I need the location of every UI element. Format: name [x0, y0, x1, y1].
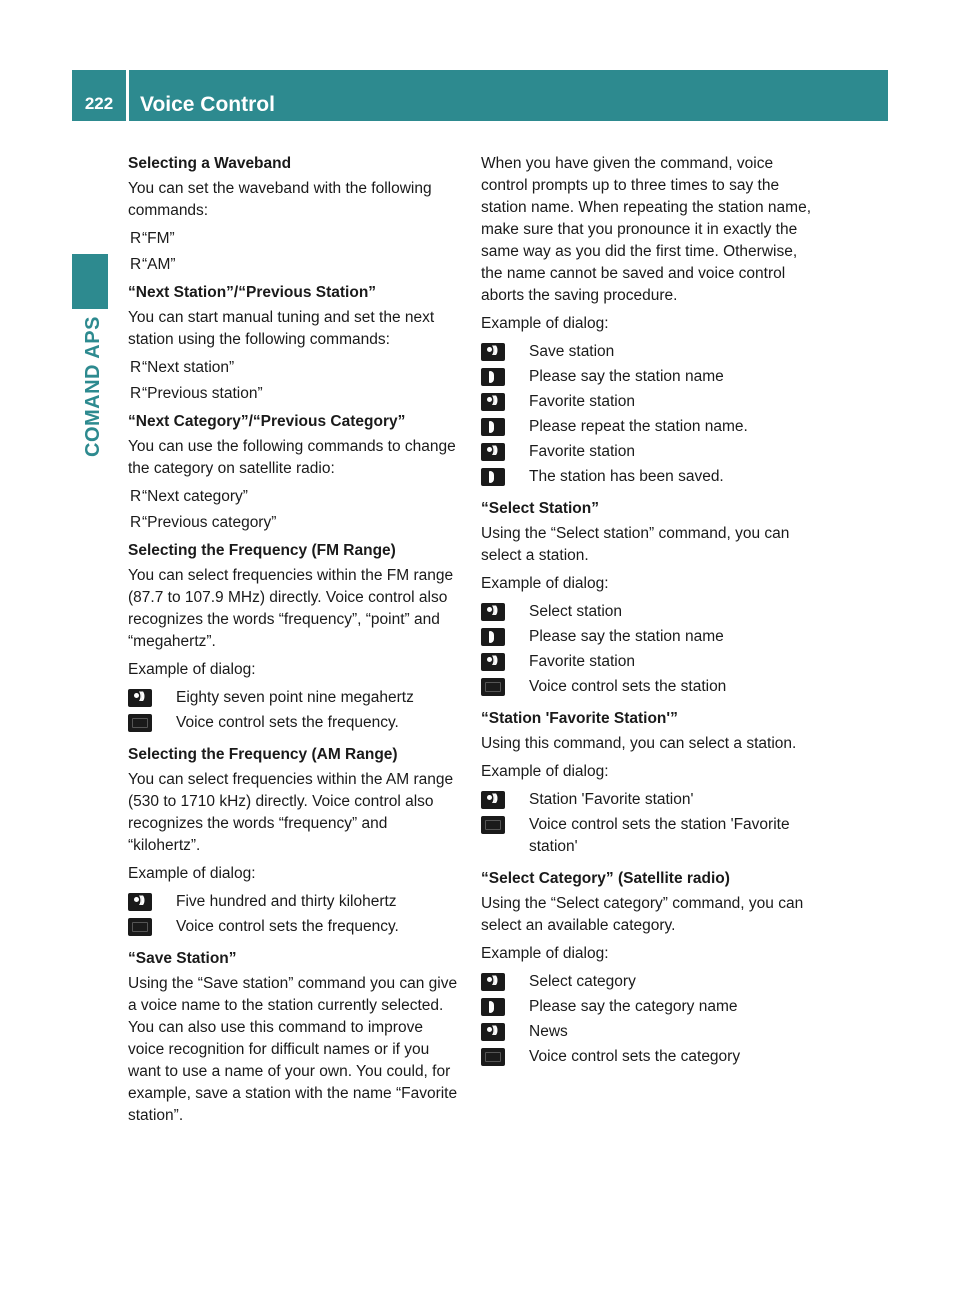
- dialog-example: [128, 891, 462, 938]
- dialog-row: ))) Eighty seven point nine megahertz: [128, 687, 462, 709]
- dialog-example: [128, 687, 462, 734]
- side-tab-marker: [72, 254, 108, 309]
- dialog-row: ))) Five hundred and thirty kilohertz: [128, 891, 462, 913]
- command-list: [128, 486, 462, 534]
- speak-icon: [481, 443, 505, 461]
- display-icon: [481, 678, 505, 696]
- speak-icon: [481, 343, 505, 361]
- paragraph: Using the “Save station” command you can give a voice name to the station currently selected. You can also use this command to improve voice recognition for difficult names or if you want to use a name of your own. You could, for example, save a station with the name “Favorite station”.: [128, 975, 458, 1124]
- list-item: R “Next category”: [128, 486, 462, 508]
- section-title: “Station 'Favorite Station'”: [481, 710, 678, 727]
- dialog-example: [481, 971, 817, 1068]
- speak-icon: [128, 893, 152, 911]
- paragraph: You can set the waveband with the following commands:: [128, 180, 432, 219]
- display-icon: [481, 1048, 505, 1066]
- example-label: Example of dialog:: [481, 763, 609, 780]
- dialog-row: Please repeat the station name.: [481, 416, 817, 438]
- bullet: R: [130, 514, 142, 531]
- paragraph: When you have given the command, voice control prompts up to three times to say the station name. When repeating the station name, make sure that you pronounce it in exactly the same way as you did the first time. Otherwise, the name cannot be saved and voice control aborts the saving procedure.: [481, 155, 812, 304]
- example-label: Example of dialog:: [481, 575, 609, 592]
- dialog-row: The station has been saved.: [481, 466, 817, 488]
- paragraph: You can start manual tuning and set the next station using the following commands:: [128, 309, 435, 348]
- example-label: Example of dialog:: [128, 865, 256, 882]
- example-label: Example of dialog:: [481, 315, 609, 332]
- example-label: Example of dialog:: [128, 661, 256, 678]
- speak-icon: [128, 689, 152, 707]
- section-title: Selecting a Waveband: [128, 155, 292, 172]
- dialog-row: Please say the station name: [481, 366, 817, 388]
- dialog-row: ))) Favorite station: [481, 441, 817, 463]
- paragraph: You can select frequencies within the FM range (87.7 to 107.9 MHz) directly. Voice control also recognizes the words “frequency”, “point” and “megahertz”.: [128, 567, 454, 650]
- left-column: [128, 153, 462, 1133]
- section-title: “Next Station”/“Previous Station”: [128, 284, 377, 301]
- list-item: R “Next station”: [128, 357, 462, 379]
- right-column: [481, 153, 817, 1078]
- speak-icon: [481, 791, 505, 809]
- dialog-example: [481, 789, 817, 858]
- bullet: R: [130, 230, 142, 247]
- dialog-row: ))) Select category: [481, 971, 817, 993]
- chapter-title: Voice Control: [140, 93, 275, 116]
- paragraph: Using the “Select category” command, you can select an available category.: [481, 895, 804, 934]
- display-icon: [128, 714, 152, 732]
- section-title: “Select Category” (Satellite radio): [481, 870, 730, 887]
- example-label: Example of dialog:: [481, 945, 609, 962]
- dialog-row: ))) Favorite station: [481, 651, 817, 673]
- list-item: R “Previous category”: [128, 512, 462, 534]
- dialog-row: Voice control sets the station: [481, 676, 817, 698]
- dialog-row: Voice control sets the frequency.: [128, 916, 462, 938]
- speak-icon: [481, 653, 505, 671]
- dialog-example: [481, 601, 817, 698]
- display-icon: [128, 918, 152, 936]
- dialog-row: ))) Favorite station: [481, 391, 817, 413]
- dialog-row: ))) News: [481, 1021, 817, 1043]
- section-title: “Save Station”: [128, 950, 237, 967]
- bullet: R: [130, 385, 142, 402]
- list-item: R “AM”: [128, 254, 462, 276]
- paragraph: You can select frequencies within the AM range (530 to 1710 kHz) directly. Voice control also recognizes the words “frequency” and “kilohertz”.: [128, 771, 454, 854]
- voice-output-icon: [481, 628, 505, 646]
- command-list: [128, 357, 462, 405]
- paragraph: Using this command, you can select a station.: [481, 735, 797, 752]
- speak-icon: [481, 973, 505, 991]
- side-tab-label: COMAND APS: [82, 316, 104, 457]
- bullet: R: [130, 488, 142, 505]
- section-title: “Next Category”/“Previous Category”: [128, 413, 406, 430]
- dialog-example: [481, 341, 817, 488]
- page-number: 222: [84, 94, 114, 113]
- speak-icon: [481, 603, 505, 621]
- voice-output-icon: [481, 468, 505, 486]
- list-item: R “Previous station”: [128, 383, 462, 405]
- bullet: R: [130, 359, 142, 376]
- dialog-row: Please say the category name: [481, 996, 817, 1018]
- voice-output-icon: [481, 998, 505, 1016]
- display-icon: [481, 816, 505, 834]
- header-divider: [126, 70, 129, 121]
- dialog-row: Voice control sets the station 'Favorite station': [481, 814, 817, 858]
- paragraph: Using the “Select station” command, you can select a station.: [481, 525, 790, 564]
- speak-icon: [481, 393, 505, 411]
- dialog-row: Voice control sets the frequency.: [128, 712, 462, 734]
- dialog-row: ))) Select station: [481, 601, 817, 623]
- section-title: Selecting the Frequency (AM Range): [128, 746, 398, 763]
- voice-output-icon: [481, 368, 505, 386]
- dialog-row: ))) Station 'Favorite station': [481, 789, 817, 811]
- dialog-row: ))) Save station: [481, 341, 817, 363]
- section-title: Selecting the Frequency (FM Range): [128, 542, 396, 559]
- paragraph: You can use the following commands to change the category on satellite radio:: [128, 438, 456, 477]
- speak-icon: [481, 1023, 505, 1041]
- dialog-row: Please say the station name: [481, 626, 817, 648]
- list-item: R “FM”: [128, 228, 462, 250]
- command-list: [128, 228, 462, 276]
- voice-output-icon: [481, 418, 505, 436]
- section-title: “Select Station”: [481, 500, 599, 517]
- dialog-row: Voice control sets the category: [481, 1046, 817, 1068]
- bullet: R: [130, 256, 142, 273]
